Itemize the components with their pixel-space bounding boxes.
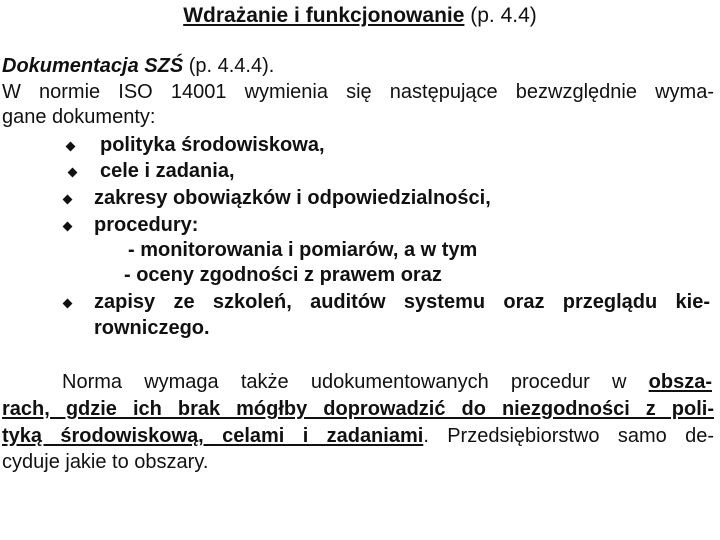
section-heading-ref: (p. 4.4.4). (183, 55, 275, 77)
paragraph-text: Norma wymaga także udokumentowanych procedur w (62, 371, 649, 393)
bullet-item-continuation: rowniczego. (94, 317, 210, 339)
bullet-diamond-icon (66, 142, 76, 152)
bullet-item: cele i zadania, (100, 160, 235, 182)
bullet-item: procedury: (94, 214, 199, 236)
bullet-item: zakresy obowiązków i odpowiedzialności, (94, 187, 491, 209)
bullet-item: zapisy ze szkoleń, auditów systemu oraz przeglądu kie- (94, 291, 710, 313)
title-main: Wdrażanie i funkcjonowanie (183, 4, 465, 27)
paragraph-emphasis: obsza- (648, 371, 712, 393)
intro-line-2: gane dokumenty: (2, 106, 156, 128)
paragraph-line-2 (2, 397, 714, 421)
paragraph-emphasis: tyką środowiskową, celami i zadaniami (2, 425, 424, 447)
bullet-item: polityka środowiskowa, (100, 134, 325, 156)
paragraph-line-4: cyduje jakie to obszary. (2, 451, 209, 473)
bullet-diamond-icon (63, 195, 73, 205)
bullet-diamond-icon (68, 168, 78, 178)
slide-title (0, 4, 720, 28)
paragraph-emphasis: rach, gdzie ich brak mógłby doprowadzić do niezgodności z poli- (2, 398, 714, 420)
intro-line-1: W normie ISO 14001 wymienia się następujące bezwzględnie wyma- (2, 81, 714, 103)
sub-item: - oceny zgodności z prawem oraz (124, 264, 442, 286)
section-heading (2, 54, 274, 78)
bullet-diamond-icon (63, 222, 73, 232)
bullet-diamond-icon (63, 299, 73, 309)
paragraph-line-3 (2, 424, 714, 448)
paragraph-line-1 (62, 370, 712, 394)
section-heading-text: Dokumentacja SZŚ (2, 55, 184, 77)
sub-item: - monitorowania i pomiarów, a w tym (128, 239, 478, 261)
title-ref: (p. 4.4) (464, 4, 537, 27)
paragraph-text: . Przedsiębiorstwo samo de- (423, 425, 715, 447)
